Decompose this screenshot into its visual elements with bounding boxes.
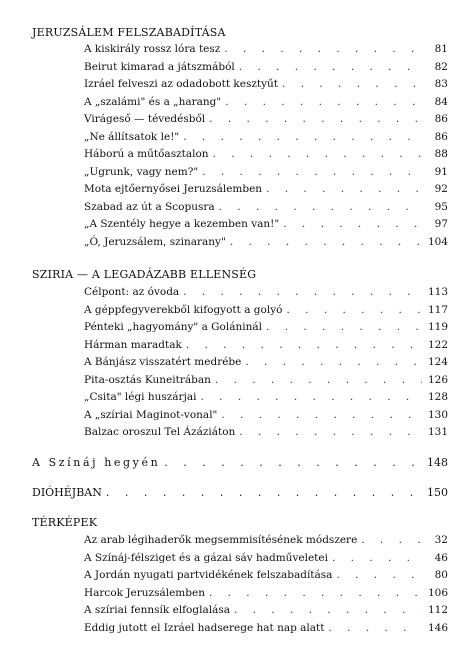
dot-leader <box>219 201 422 213</box>
entry-title: A kiskirály rossz lóra tesz <box>84 43 221 55</box>
entry-page: 113 <box>427 286 448 298</box>
entry-page: 91 <box>434 165 448 178</box>
dot-leader <box>186 339 422 351</box>
entry-page: 84 <box>434 95 448 108</box>
entry-title: DIÓHÉJBAN <box>32 486 102 499</box>
entry-page: 88 <box>434 148 448 160</box>
toc-entry <box>84 534 448 551</box>
toc-entry <box>84 356 448 373</box>
dot-leader <box>286 304 422 316</box>
entry-title: „Ugrunk, vagy nem?" <box>84 165 199 178</box>
dot-leader <box>336 569 422 581</box>
entry-page: 126 <box>427 373 448 386</box>
toc-entry <box>84 321 448 338</box>
entry-title: A Színáj hegyén <box>32 456 161 469</box>
entry-page: 128 <box>427 391 448 403</box>
entry-page: 119 <box>427 321 448 333</box>
entry-title: Beirut kimarad a játszmából <box>84 60 235 73</box>
toc-entry <box>84 622 448 639</box>
dot-leader <box>328 622 422 634</box>
entry-title: A géppfegyverekből kifogyott a golyó <box>84 303 283 316</box>
entry-page: 130 <box>427 408 448 421</box>
dot-leader <box>183 286 422 298</box>
toc-entry <box>84 391 448 408</box>
entry-title: Szabad az út a Scopusra <box>84 200 215 213</box>
entry-page: 81 <box>434 43 448 55</box>
entry-page: 95 <box>434 200 448 213</box>
toc-entry <box>84 587 448 604</box>
section-heading-jerusalem: JERUZSÁLEM FELSZABADÍTÁSA <box>32 26 226 39</box>
toc-entry <box>84 374 448 391</box>
toc-entry <box>84 96 448 113</box>
toc-entry <box>84 236 448 253</box>
dot-leader <box>225 96 422 108</box>
entry-title: Az arab légihaderők megsemmisítésének módszere <box>84 534 358 546</box>
entry-title: A szíriai fennsík elfoglalása <box>84 604 230 616</box>
dot-leader <box>183 131 422 143</box>
entry-page: 86 <box>434 130 448 143</box>
entry-page: 86 <box>434 113 448 125</box>
toc-entry <box>84 426 448 443</box>
dot-leader <box>215 374 422 386</box>
entry-page: 124 <box>427 356 448 368</box>
entry-title: Háború a műtőasztalon <box>84 148 209 160</box>
entry-page: 106 <box>427 586 448 599</box>
dot-leader <box>239 61 422 73</box>
dot-leader <box>266 321 422 333</box>
entry-page: 80 <box>434 569 448 581</box>
entry-title: Izráel felveszi az odadobott kesztyűt <box>84 78 279 90</box>
entry-title: Eddig jutott el Izráel hadserege hat nap alatt <box>84 621 325 634</box>
toc-entry-sinai <box>32 456 448 473</box>
toc-entry <box>84 201 448 218</box>
dot-leader <box>106 486 422 499</box>
entry-title: A Bánjász visszatért medrébe <box>84 356 242 368</box>
entry-title: A „szalámi" és a „harang" <box>84 95 222 108</box>
dot-leader <box>209 587 422 599</box>
dot-leader <box>239 426 422 438</box>
toc-entry <box>84 286 448 303</box>
toc-entry <box>84 43 448 60</box>
entry-page: 46 <box>434 551 448 564</box>
section-heading-syria: SZIRIA — A LEGADÁZABB ELLENSÉG <box>32 268 257 281</box>
dot-leader <box>266 183 422 195</box>
toc-entry-nutshell <box>32 486 448 503</box>
entry-title: „Ne állítsatok le!" <box>84 130 180 143</box>
toc-entry <box>84 409 448 426</box>
entry-page: 146 <box>427 621 448 634</box>
entry-title: Virágeső — tévedésből <box>84 113 206 125</box>
toc-entry <box>84 166 448 183</box>
dot-leader <box>283 218 422 230</box>
entry-page: 148 <box>427 456 448 469</box>
dot-leader <box>230 236 422 248</box>
entry-title: „Csita" légi huszárjai <box>84 391 197 403</box>
toc-entry <box>84 339 448 356</box>
entry-page: 83 <box>434 78 448 90</box>
entry-title: A Jordán nyugati partvidékének felszabadítása <box>84 569 333 581</box>
dot-leader <box>202 166 422 178</box>
entry-page: 104 <box>427 235 448 248</box>
dot-leader <box>221 409 422 421</box>
entry-title: Harcok Jeruzsálemben <box>84 586 205 599</box>
toc-entry <box>84 61 448 78</box>
entry-page: 150 <box>427 486 448 499</box>
dot-leader <box>234 604 422 616</box>
entry-title: A Színáj-félsziget és a gázai sáv hadműveletei <box>84 551 328 564</box>
section-heading-maps: TÉRKÉPEK <box>32 516 98 529</box>
toc-entry <box>84 183 448 200</box>
dot-leader <box>245 356 422 368</box>
entry-title: Mota ejtőernyősei Jeruzsálemben <box>84 183 263 195</box>
dot-leader <box>209 113 422 125</box>
entry-page: 82 <box>434 60 448 73</box>
toc-entry <box>84 113 448 130</box>
toc-entry <box>84 552 448 569</box>
dot-leader <box>361 534 422 546</box>
entry-title: Balzac oroszul Tel Ázáziáton <box>84 426 236 438</box>
entry-title: A „szíriai Maginot-vonal" <box>84 408 218 421</box>
dot-leader <box>282 78 422 90</box>
toc-entry <box>84 218 448 235</box>
dot-leader <box>332 552 422 564</box>
entry-page: 97 <box>434 218 448 230</box>
toc-entry <box>84 569 448 586</box>
toc-entry <box>84 148 448 165</box>
entry-page: 131 <box>427 426 448 438</box>
toc-entry <box>84 78 448 95</box>
entry-title: Hárman maradtak <box>84 338 182 351</box>
toc-entry <box>84 304 448 321</box>
entry-page: 117 <box>427 303 448 316</box>
toc-entry <box>84 131 448 148</box>
entry-page: 112 <box>427 604 448 616</box>
dot-leader <box>213 148 422 160</box>
entry-page: 32 <box>434 534 448 546</box>
entry-page: 122 <box>427 338 448 351</box>
entry-title: Pénteki „hagyomány" a Goláninál <box>84 321 263 333</box>
entry-title: „A Szentély hegye a kezemben van!" <box>84 218 280 230</box>
entry-title: „Ó, Jeruzsálem, szinarany" <box>84 235 226 248</box>
toc-entry <box>84 604 448 621</box>
dot-leader <box>224 43 422 55</box>
entry-title: Célpont: az óvoda <box>84 286 180 298</box>
entry-page: 92 <box>434 183 448 195</box>
dot-leader <box>164 456 422 469</box>
entry-title: Pita-osztás Kuneitrában <box>84 373 211 386</box>
dot-leader <box>200 391 422 403</box>
